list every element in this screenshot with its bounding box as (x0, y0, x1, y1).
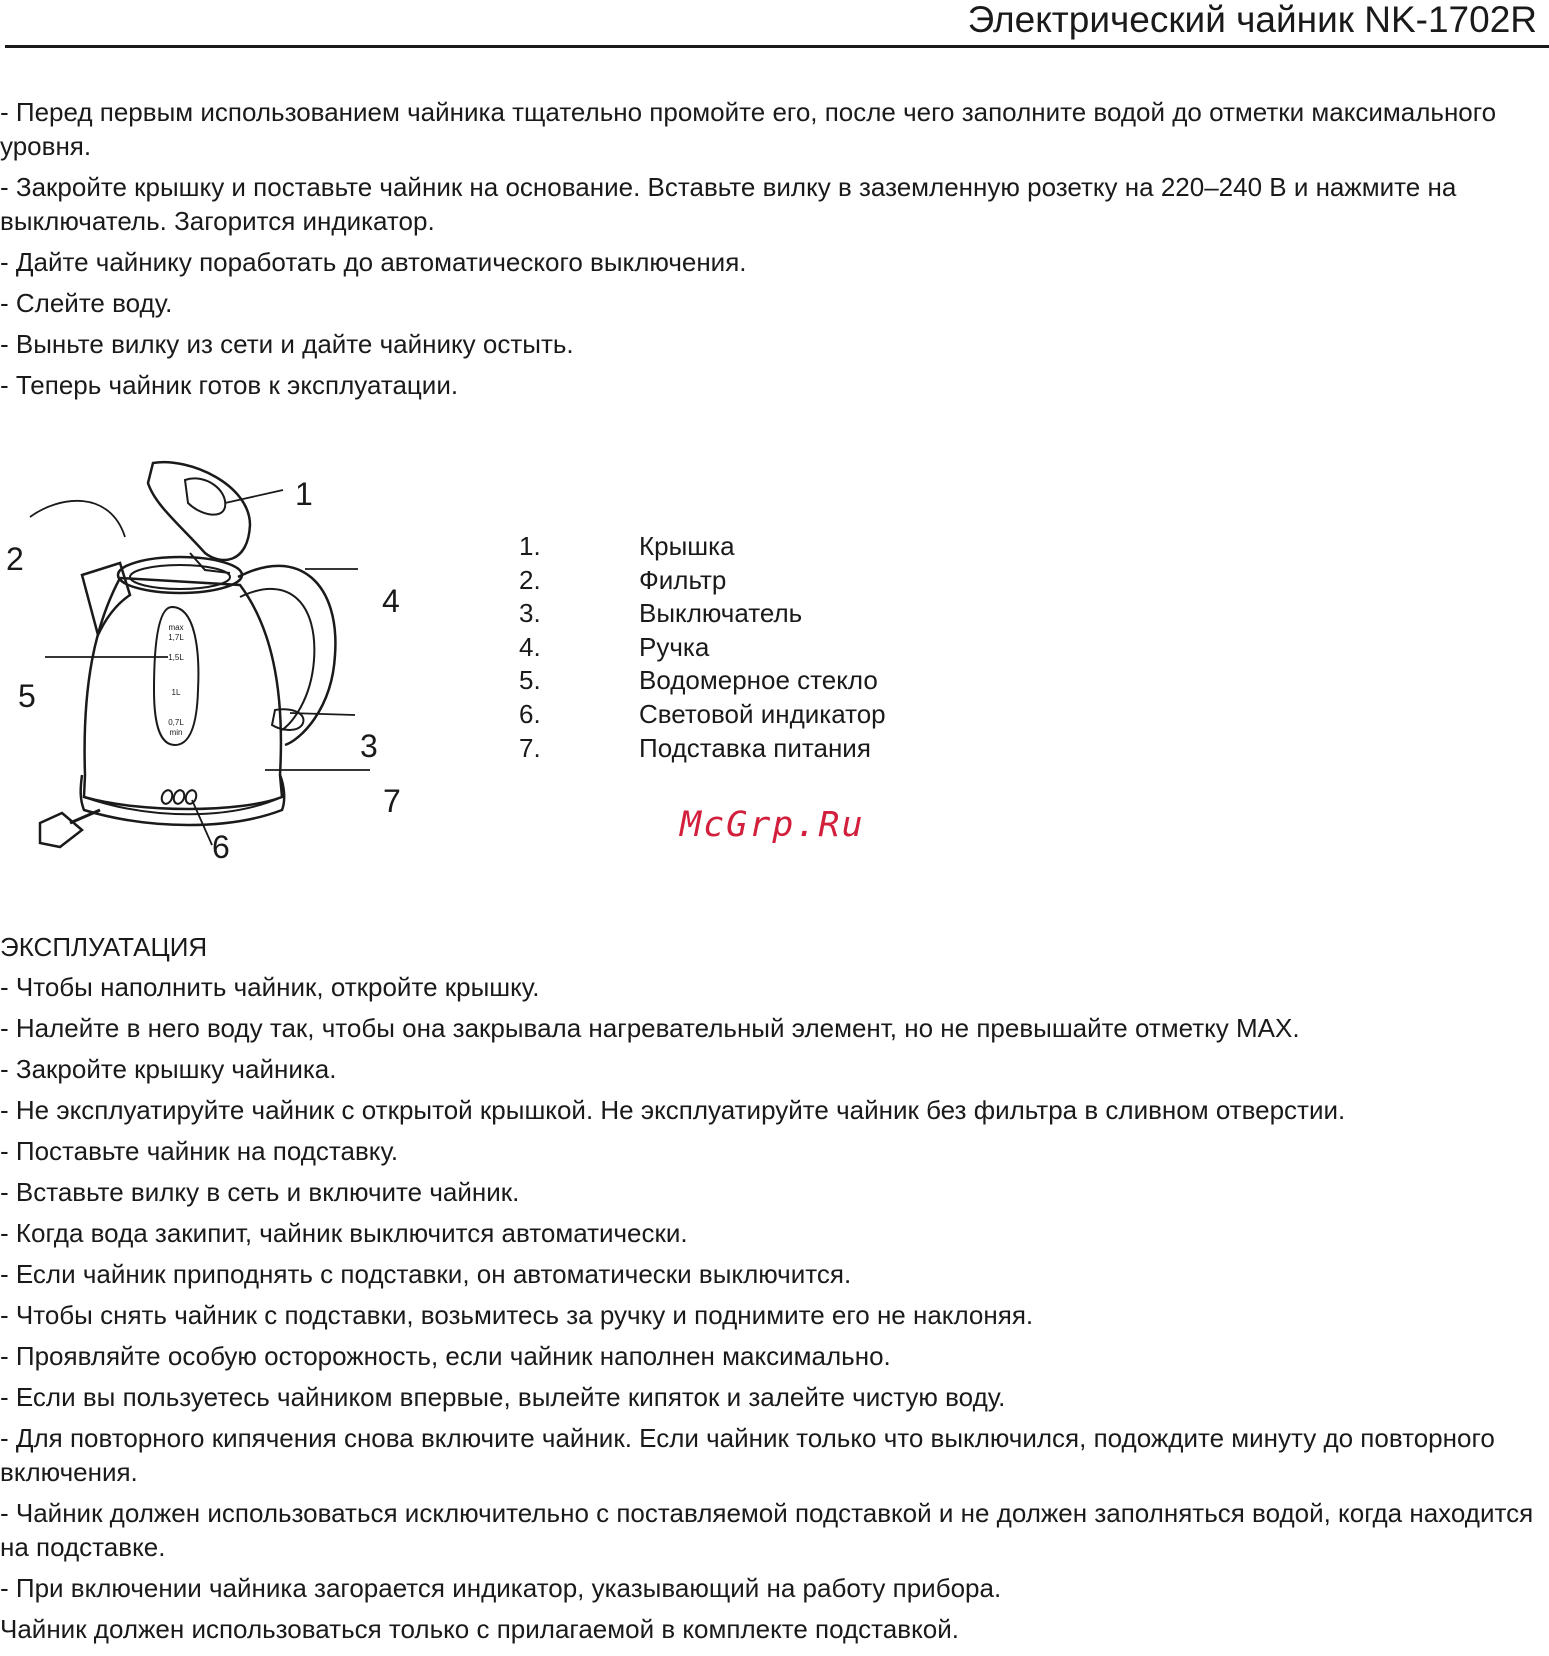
watermark: McGrp.Ru (680, 805, 865, 845)
indicator-light (160, 789, 174, 806)
scale-label: 1,5L (168, 653, 184, 662)
operation-item: - Налейте в него воду так, чтобы она закрывала нагревательный элемент, но не превышайте отметку MAX. (0, 1013, 1300, 1043)
legend-number: 2. (519, 564, 541, 595)
parts-legend (519, 530, 886, 765)
intro-item: - Перед первым использованием чайника тщательно промойте его, после чего заполните водой до отметки максимального уровня. (0, 97, 1497, 161)
section-heading: ЭКСПЛУАТАЦИЯ (0, 932, 208, 962)
legend-row (519, 564, 886, 598)
legend-label: Выключатель (639, 598, 803, 629)
legend-row (519, 664, 886, 698)
operation-item: - Когда вода закипит, чайник выключится автоматически. (0, 1218, 688, 1248)
operation-item: - Вставьте вилку в сеть и включите чайник. (0, 1177, 520, 1207)
intro-item: - Закройте крышку и поставьте чайник на основание. Вставьте вилку в заземленную розетку на 220–240 В и нажмите на выключатель. Загорится индикатор. (0, 172, 1457, 236)
callout-5: 5 (18, 678, 36, 714)
scale-label: 1,7L (168, 633, 184, 642)
callout-3: 3 (360, 728, 378, 764)
legend-number: 5. (519, 665, 541, 696)
operation-item: - Не эксплуатируйте чайник с открытой крышкой. Не эксплуатируйте чайник без фильтра в сливном отверстии. (0, 1095, 1346, 1125)
operation-item: - Проявляйте особую осторожность, если чайник наполнен максимально. (0, 1341, 891, 1371)
indicator-light (184, 789, 198, 806)
legend-number: 6. (519, 698, 541, 729)
legend-label: Световой индикатор (639, 698, 886, 729)
scale-label: min (169, 728, 183, 737)
legend-number: 1. (519, 531, 541, 561)
kettle-diagram (0, 445, 420, 885)
kettle-rim (118, 557, 242, 593)
legend-number: 3. (519, 598, 541, 629)
legend-row (519, 732, 886, 766)
legend-row (519, 698, 886, 732)
operation-item: - Чтобы наполнить чайник, откройте крышку. (0, 972, 540, 1002)
operation-item: - Для повторного кипячения снова включите чайник. Если чайник только что выключился, подождите минуту до повторного включения. (0, 1423, 1495, 1487)
kettle-spout (82, 563, 130, 635)
intro-item: - Выньте вилку из сети и дайте чайнику остыть. (0, 329, 574, 359)
operation-section (0, 930, 1545, 1653)
operation-item: - Чтобы снять чайник с подставки, возьмитесь за ручку и поднимите его не наклоняя. (0, 1300, 1034, 1330)
scale-label: max (168, 623, 184, 632)
header-rule (5, 45, 1549, 48)
legend-row (519, 530, 886, 564)
callout-4: 4 (382, 583, 400, 619)
callout-6: 6 (212, 829, 230, 865)
callout-1: 1 (295, 476, 313, 512)
legend-row (519, 597, 886, 631)
operation-item: - Чайник должен использоваться исключительно с поставляемой подставкой и не должен заполняться водой, когда находится на подставке. (0, 1498, 1534, 1562)
intro-item: - Слейте воду. (0, 288, 173, 318)
scale-label: 0,7L (168, 718, 184, 727)
legend-label: Фильтр (639, 564, 727, 595)
operation-item: - Поставьте чайник на подставку. (0, 1136, 399, 1166)
callout-7: 7 (383, 783, 401, 819)
legend-row (519, 631, 886, 665)
operation-item: - Если чайник приподнять с подставки, он автоматически выключится. (0, 1259, 852, 1289)
kettle-rim-inner (130, 565, 230, 589)
legend-label: Подставка питания (639, 732, 871, 763)
legend-number: 4. (519, 631, 541, 662)
plug (40, 813, 82, 847)
callout-2: 2 (6, 541, 24, 577)
indicator-light (172, 789, 186, 806)
legend-number: 7. (519, 732, 541, 763)
power-cord (70, 810, 100, 823)
operation-item: - Закройте крышку чайника. (0, 1054, 337, 1084)
legend-label: Ручка (639, 631, 710, 662)
legend-label: Водомерное стекло (639, 665, 878, 696)
legend-label: Крышка (639, 531, 735, 561)
operation-item: Чайник должен использоваться только с прилагаемой в комплекте подставкой. (0, 1614, 959, 1644)
scale-label: 1L (171, 688, 181, 697)
operation-item: - При включении чайника загорается индикатор, указывающий на работу прибора. (0, 1573, 1002, 1603)
kettle-body (84, 578, 282, 809)
intro-item: - Дайте чайнику поработать до автоматического выключения. (0, 247, 747, 277)
kettle-lid-knob (185, 478, 225, 514)
document-title: Электрический чайник NK-1702R (967, 0, 1537, 40)
intro-item: - Теперь чайник готов к эксплуатации. (0, 370, 459, 400)
operation-item: - Если вы пользуетесь чайником впервые, вылейте кипяток и залейте чистую воду. (0, 1382, 1006, 1412)
intro-section (0, 95, 1545, 409)
